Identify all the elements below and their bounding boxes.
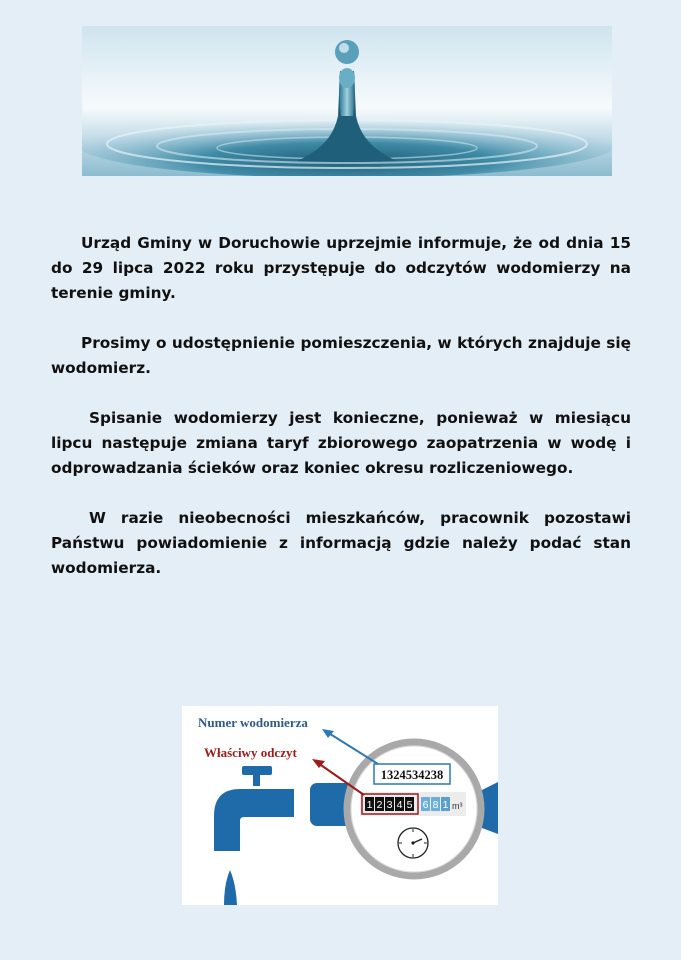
meter-number-label: Numer wodomierza [198,715,308,730]
decimal-digit: 1 [442,799,449,811]
water-drop-banner [82,26,612,176]
decimal-digits [421,797,450,811]
reading-digit: 3 [386,799,393,811]
faucet-pipe-icon [214,789,294,851]
paragraph-access-request: Prosimy o udostępnienie pomieszczenia, w których znajduje się wodomierz. [51,334,631,377]
reading-digit: 4 [396,799,403,811]
paragraph-reading-dates: Urząd Gminy w Doruchowie uprzejmie informuje, że od dnia 15 do 29 lipca 2022 roku przystępuje do odczytów wodomierzy na terenie gminy. [51,234,631,302]
meter-serial-number: 1324534238 [380,768,444,782]
water-meter-illustration [182,706,498,905]
water-drop-image [82,26,612,176]
decimal-digit: 6 [422,799,429,811]
paragraph-absence-notice: W razie nieobecności mieszkańców, pracownik pozostawi Państwu powiadomienie z informacją gdzie należy podać stan wodomierza. [51,509,631,577]
reading-digit: 1 [366,799,373,811]
paragraph-reason: Spisanie wodomierzy jest konieczne, ponieważ w miesiącu lipcu następuje zmiana taryf zbiorowego zaopatrzenia w wodę i odprowadzania ścieków oraz koniec okresu rozliczeniowego. [51,409,631,477]
reading-digit: 5 [406,799,413,811]
reading-label: Właściwy odczyt [204,745,297,760]
faucet-handle-icon [242,766,272,786]
reading-digit: 2 [376,799,383,811]
water-drop-icon [224,870,237,905]
dial-gauge-icon [398,828,428,858]
meter-number-arrow [327,732,378,764]
notice-text [51,231,631,606]
unit-label: m³ [452,801,463,811]
decimal-digit: 8 [432,799,439,811]
reading-digits [365,797,414,811]
